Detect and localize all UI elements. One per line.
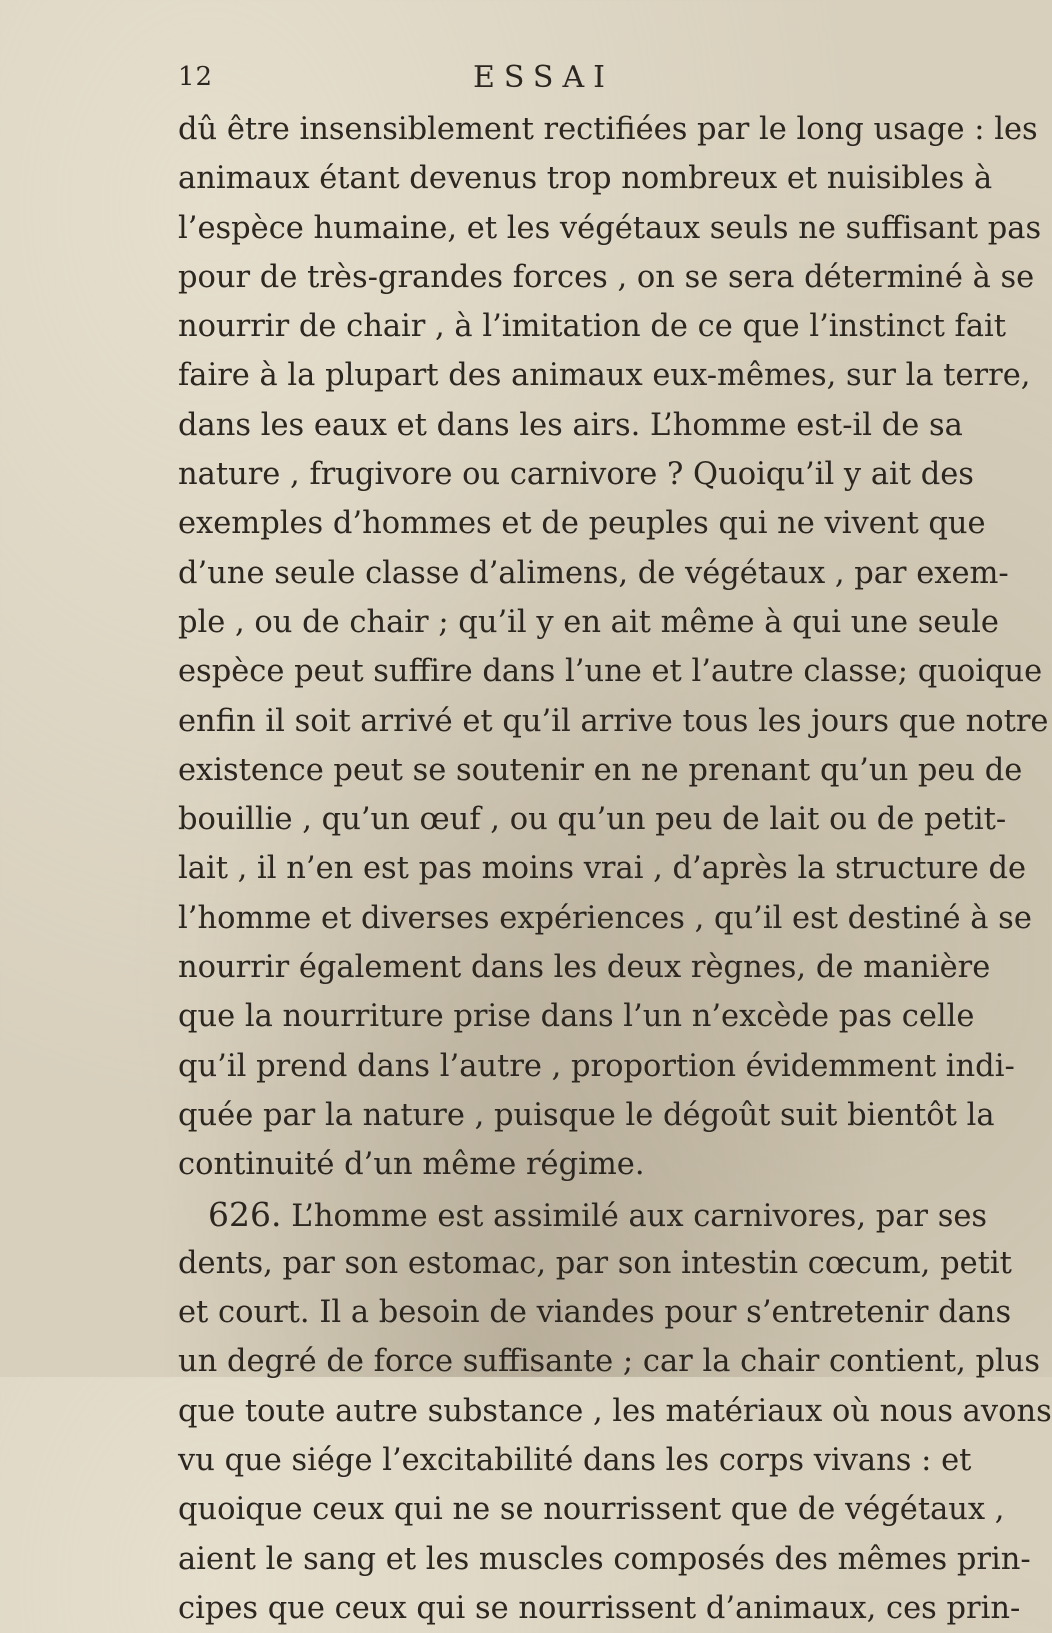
running-head xyxy=(178,62,758,102)
text-line: vu que siége l’excitabilité dans les corps vivans : et xyxy=(178,1443,972,1479)
text-line: existence peut se soutenir en ne prenant qu’un peu de xyxy=(178,752,1023,788)
text-line: exemples d’hommes et de peuples qui ne vivent que xyxy=(178,506,986,542)
paragraph-last-line: continuité d’un même régime. xyxy=(178,1147,645,1183)
section-number: 626. xyxy=(208,1194,282,1234)
text-line: faire à la plupart des animaux eux-mêmes, sur la terre, xyxy=(178,358,1031,394)
text-line: dû être insensiblement rectifiées par le long usage : les xyxy=(178,112,1038,147)
text-line: aient le sang et les muscles composés des mêmes prin- xyxy=(178,1541,1031,1577)
text-line: ple , ou de chair ; qu’il y en ait même à qui une seule xyxy=(178,604,999,640)
text-line: animaux étant devenus trop nombreux et nuisibles à xyxy=(178,161,993,197)
text-line: lait , il n’en est pas moins vrai , d’après la structure de xyxy=(178,851,1027,887)
text-line: qu’il prend dans l’autre , proportion évidemment indi- xyxy=(178,1048,1015,1084)
text-line: quée par la nature , puisque le dégoût suit bientôt la xyxy=(178,1097,995,1133)
text-line: dans les eaux et dans les airs. L’homme est-il de sa xyxy=(178,407,963,443)
body-text xyxy=(178,105,1052,1633)
section-first-line xyxy=(178,1190,988,1239)
text-line: cipes que ceux qui se nourrissent d’animaux, ces prin- xyxy=(178,1590,1021,1626)
text-line: quoique ceux qui ne se nourrissent que de végétaux , xyxy=(178,1492,1005,1528)
text-line: et court. Il a besoin de viandes pour s’entretenir dans xyxy=(178,1295,1012,1331)
text-line: bouillie , qu’un œuf , ou qu’un peu de lait ou de petit- xyxy=(178,802,1007,838)
page-number: 12 xyxy=(178,62,214,92)
text-line: l’homme et diverses expériences , qu’il est destiné à se xyxy=(178,900,1032,936)
text-line: espèce peut suffire dans l’une et l’autre classe; quoique xyxy=(178,654,1043,690)
text-line: enfin il soit arrivé et qu’il arrive tous les jours que notre xyxy=(178,703,1049,739)
text-line: l’espèce humaine, et les végétaux seuls ne suffisant pas xyxy=(178,210,1042,246)
section-first-line-text: L’homme est assimilé aux carnivores, par ses xyxy=(291,1198,988,1234)
text-line: pour de très-grandes forces , on se sera déterminé à se xyxy=(178,259,1035,295)
text-line: nourrir de chair , à l’imitation de ce que l’instinct fait xyxy=(178,309,1007,345)
text-line: un degré de force suffisante ; car la chair contient, plus xyxy=(178,1344,1041,1380)
text-line: nourrir également dans les deux règnes, de manière xyxy=(178,950,991,986)
text-line: d’une seule classe d’alimens, de végétaux , par exem- xyxy=(178,555,1009,591)
text-line: que la nourriture prise dans l’un n’excède pas celle xyxy=(178,999,975,1035)
text-line: dents, par son estomac, par son intestin cœcum, petit xyxy=(178,1245,1012,1281)
running-title: ESSAI xyxy=(473,60,614,95)
text-line: nature , frugivore ou carnivore ? Quoiqu’il y ait des xyxy=(178,457,974,493)
text-line: que toute autre substance , les matériaux où nous avons xyxy=(178,1393,1052,1429)
